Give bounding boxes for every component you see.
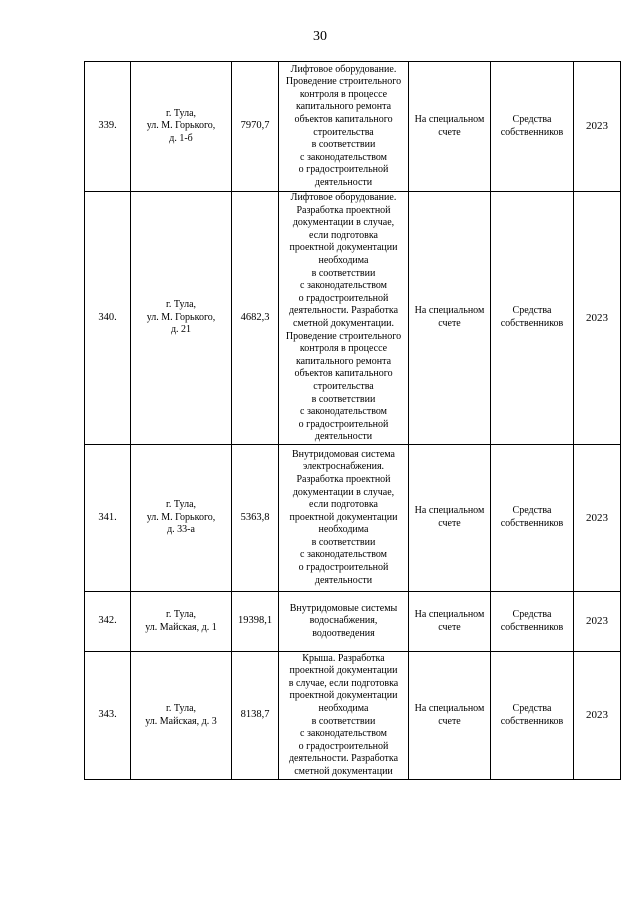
table-row bbox=[85, 592, 621, 652]
table-row bbox=[85, 652, 621, 780]
area-cell: 19398,1 bbox=[232, 592, 279, 652]
table-row bbox=[85, 445, 621, 592]
address-cell: г. Тула, ул. М. Горького, д. 1-б bbox=[131, 62, 232, 192]
work-type-cell: Крыша. Разработка проектной документации в случае, если подготовка проектной документации необходима в соответствии с законодательством о градостроительной деятельности. Разработка сметной документации bbox=[279, 652, 409, 780]
account-cell: На специальном счете bbox=[409, 445, 491, 592]
address-cell: г. Тула, ул. М. Горького, д. 21 bbox=[131, 192, 232, 445]
table-row bbox=[85, 192, 621, 445]
account-cell: На специальном счете bbox=[409, 62, 491, 192]
row-number: 341. bbox=[85, 445, 131, 592]
funding-source-cell: Средства собственников bbox=[491, 192, 574, 445]
work-type-cell: Лифтовое оборудование. Разработка проектной документации в случае, если подготовка проектной документации необходима в соответствии с законодательством о градостроительной деятельности. Разработка сметной документации. Проведение строительного контроля в процессе капитального ремонта объектов капитального строительства в соответствии с законодательством о градостроительной деятельности bbox=[279, 192, 409, 445]
address-cell: г. Тула, ул. Майская, д. 3 bbox=[131, 652, 232, 780]
work-type-cell: Лифтовое оборудование. Проведение строительного контроля в процессе капитального ремонта объектов капитального строительства в соответствии с законодательством о градостроительной деятельности bbox=[279, 62, 409, 192]
year-cell: 2023 bbox=[574, 192, 621, 445]
year-cell: 2023 bbox=[574, 652, 621, 780]
table-row bbox=[85, 62, 621, 192]
row-number: 340. bbox=[85, 192, 131, 445]
address-cell: г. Тула, ул. М. Горького, д. 33-а bbox=[131, 445, 232, 592]
funding-source-cell: Средства собственников bbox=[491, 62, 574, 192]
capital-repair-table bbox=[84, 61, 621, 780]
area-cell: 7970,7 bbox=[232, 62, 279, 192]
page-number: 30 bbox=[313, 29, 327, 44]
account-cell: На специальном счете bbox=[409, 192, 491, 445]
funding-source-cell: Средства собственников bbox=[491, 592, 574, 652]
account-cell: На специальном счете bbox=[409, 592, 491, 652]
work-type-cell: Внутридомовая система электроснабжения. Разработка проектной документации в случае, если подготовка проектной документации необходима в соответствии с законодательством о градостроительной деятельности bbox=[279, 445, 409, 592]
address-cell: г. Тула, ул. Майская, д. 1 bbox=[131, 592, 232, 652]
funding-source-cell: Средства собственников bbox=[491, 652, 574, 780]
year-cell: 2023 bbox=[574, 592, 621, 652]
funding-source-cell: Средства собственников bbox=[491, 445, 574, 592]
year-cell: 2023 bbox=[574, 62, 621, 192]
area-cell: 4682,3 bbox=[232, 192, 279, 445]
row-number: 342. bbox=[85, 592, 131, 652]
area-cell: 8138,7 bbox=[232, 652, 279, 780]
work-type-cell: Внутридомовые системы водоснабжения, водоотведения bbox=[279, 592, 409, 652]
row-number: 339. bbox=[85, 62, 131, 192]
row-number: 343. bbox=[85, 652, 131, 780]
area-cell: 5363,8 bbox=[232, 445, 279, 592]
account-cell: На специальном счете bbox=[409, 652, 491, 780]
year-cell: 2023 bbox=[574, 445, 621, 592]
